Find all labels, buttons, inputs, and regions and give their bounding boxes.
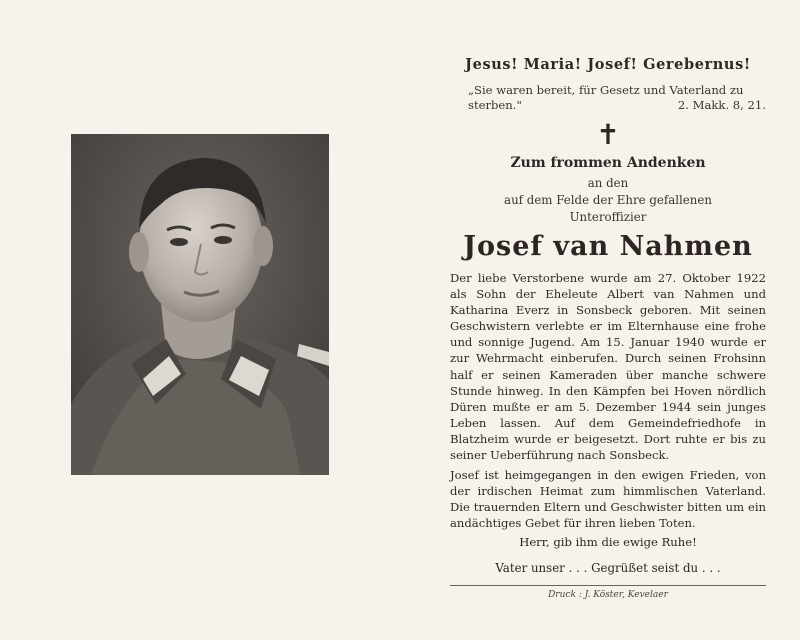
cross-icon: ✝	[596, 118, 620, 151]
scripture-quote	[450, 83, 766, 113]
invocation-heading: Jesus! Maria! Josef! Gerebernus!	[465, 56, 751, 73]
deceased-name: Josef van Nahmen	[463, 231, 753, 262]
prayer-line: Vater unser . . . Gegrüßet seist du . . .	[495, 560, 721, 575]
memorial-heading: Zum frommen Andenken	[510, 155, 706, 171]
closing-blessing: Herr, gib ihm die ewige Ruhe!	[519, 534, 697, 549]
portrait-photo	[71, 134, 329, 475]
soldier-portrait-image	[71, 134, 329, 475]
memorial-line-2: auf dem Felde der Ehre gefallenen	[504, 193, 712, 207]
quote-reference: 2. Makk. 8, 21.	[677, 98, 766, 112]
memorial-line-3: Unteroffizier	[569, 210, 647, 224]
memorial-line-1: an den	[587, 176, 629, 190]
memorial-text-column	[450, 56, 766, 600]
divider-rule	[450, 585, 766, 586]
closing-paragraph: Josef ist heimgegangen in den ewigen Frieden, von der irdischen Heimat zum himmlischen Vaterland. Die trauernden Eltern und Geschwister bitten um ein andächtiges Gebet für ihren lieben Toten.	[450, 468, 766, 531]
quote-line-1: „Sie waren bereit, für Gesetz und Vaterland zu	[468, 83, 744, 97]
biography-paragraph: Der liebe Verstorbene wurde am 27. Oktober 1922 als Sohn der Eheleute Albert van Nahmen und Katharina Everz in Sonsbeck geboren. Mit seinen Geschwistern verlebte er im Elternhause eine frohe und sonnige Jugend. Am 15. Januar 1940 wurde er zur Wehrmacht einberufen. Durch seinen Frohsinn half er seinen Kameraden über manche schwere Stunde hinweg. In den Kämpfen bei Hoven nördlich Düren mußte er am 5. Dezember 1944 sein junges Leben lassen. Auf dem Gemeindefriedhofe in Blatzheim wurde er beigesetzt. Dort ruhte er bis zu seiner Ueberführung nach Sonsbeck.	[450, 271, 766, 463]
quote-line-2: sterben."	[468, 98, 522, 112]
printer-credit: Druck : J. Köster, Kevelaer	[548, 589, 668, 600]
